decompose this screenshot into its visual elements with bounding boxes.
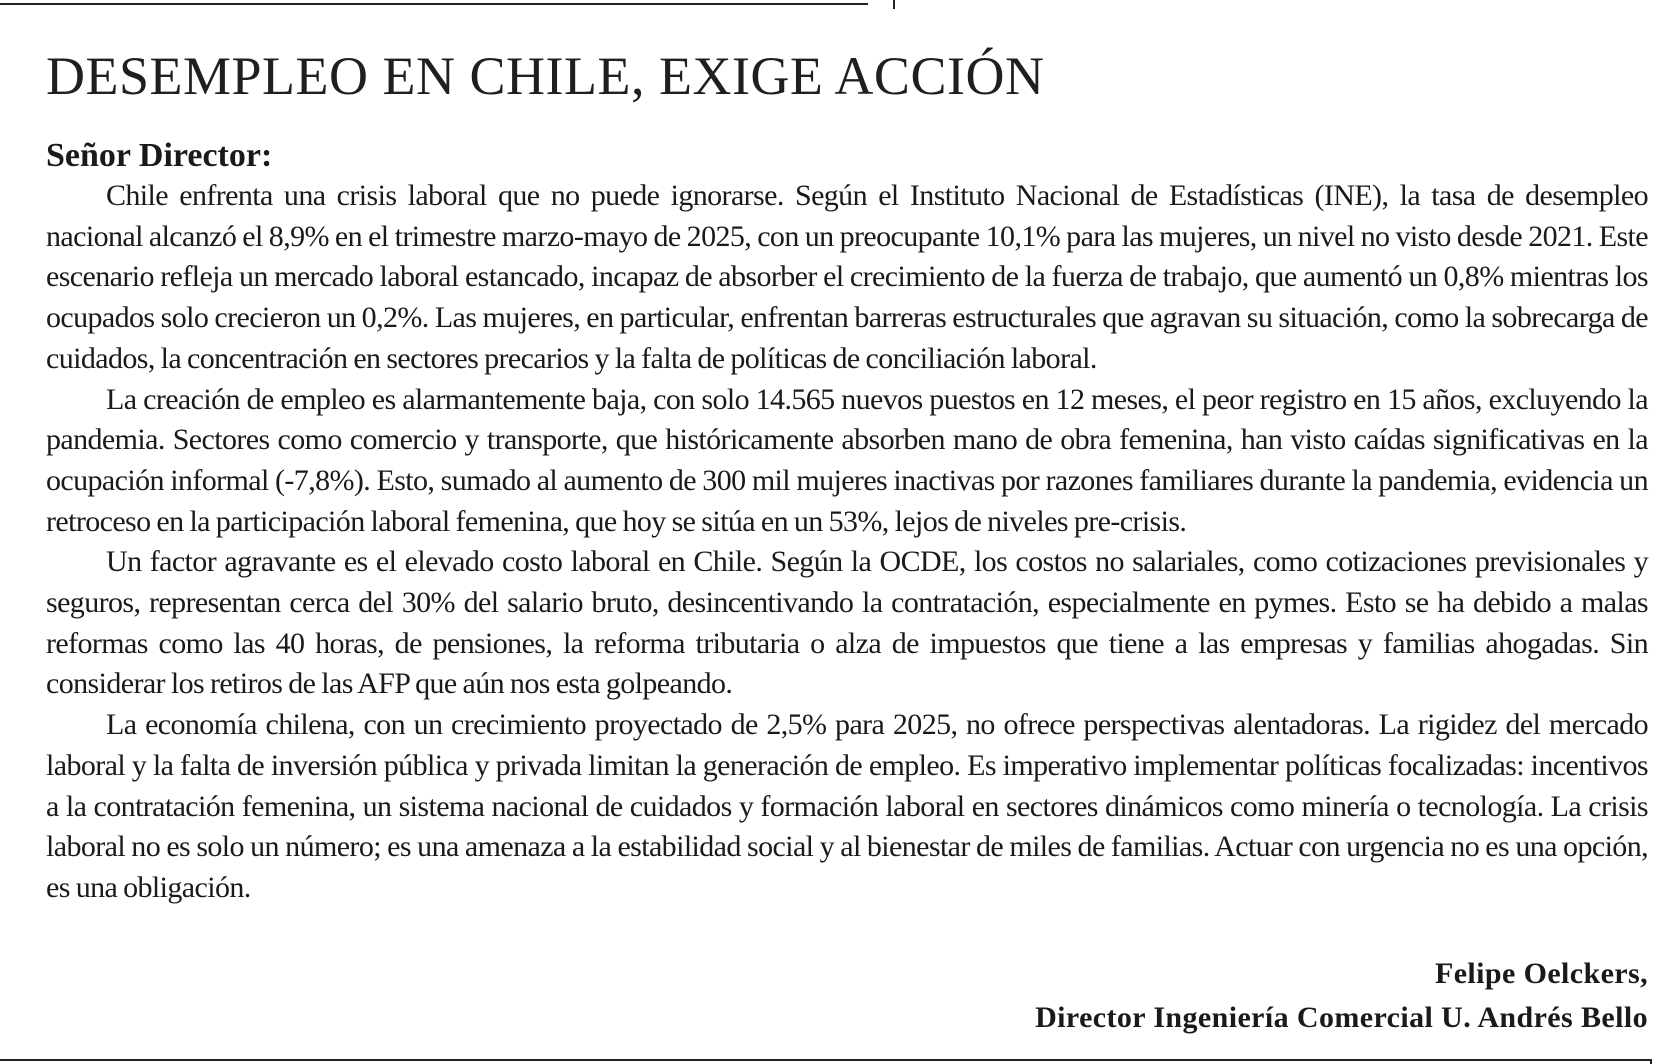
column-divider-tick — [893, 0, 895, 9]
paragraph-3: Un factor agravante es el elevado costo laboral en Chile. Según la OCDE, los costos no salariales, como cotizaciones previsionales y seguros, representan cerca del 30% del salario bruto, desincentivando la contratación, especialmente en pymes. Esto se ha debido a malas reformas como las 40 horas, de pensiones, la reforma tributaria o alza de impuestos que tiene a las empresas y familias ahogadas. Sin considerar los retiros de las AFP que aún nos esta golpeando. — [46, 545, 1648, 701]
signature-block — [1035, 952, 1648, 1040]
headline: DESEMPLEO EN CHILE, EXIGE ACCIÓN — [46, 46, 1045, 106]
letter-article — [46, 40, 1648, 909]
signature-title: Director Ingeniería Comercial U. Andrés Bello — [1035, 1001, 1648, 1034]
letter-body — [46, 176, 1648, 909]
corner-rule — [1650, 1059, 1652, 1064]
signature-name: Felipe Oelckers, — [1434, 957, 1648, 990]
paragraph-1: Chile enfrenta una crisis laboral que no puede ignorarse. Según el Instituto Nacional de Estadísticas (INE), la tasa de desempleo nacional alcanzó el 8,9% en el trimestre marzo-mayo de 2025, con un preocupante 10,1% para las mujeres, un nivel no visto desde 2021. Este escenario refleja un mercado laboral estancado, incapaz de absorber el crecimiento de la fuerza de trabajo, que aumentó un 0,8% mientras los ocupados solo crecieron un 0,2%. Las mujeres, en particular, enfrentan barreras estructurales que agravan su situación, como la sobrecarga de cuidados, la concentración en sectores precarios y la falta de políticas de conciliación laboral. — [46, 179, 1648, 375]
paragraph-2: La creación de empleo es alarmantemente baja, con solo 14.565 nuevos puestos en 12 meses, el peor registro en 15 años, excluyendo la pandemia. Sectores como comercio y transporte, que históricamente absorben mano de obra femenina, han visto caídas significativas en la ocupación informal (-7,8%). Esto, sumado al aumento de 300 mil mujeres inactivas por razones familiares durante la pandemia, evidencia un retroceso en la participación laboral femenina, que hoy se sitúa en un 53%, lejos de niveles pre-crisis. — [46, 382, 1648, 538]
bottom-rule — [0, 1059, 1652, 1061]
paragraph-4: La economía chilena, con un crecimiento proyectado de 2,5% para 2025, no ofrece perspectivas alentadoras. La rigidez del mercado laboral y la falta de inversión pública y privada limitan la generación de empleo. Es imperativo implementar políticas focalizadas: incentivos a la contratación femenina, un sistema nacional de cuidados y formación laboral en sectores dinámicos como minería o tecnología. La crisis laboral no es solo un número; es una amenaza a la estabilidad social y al bienestar de miles de familias. Actuar con urgencia no es una opción, es una obligación. — [46, 708, 1648, 904]
top-rule — [0, 3, 868, 5]
salutation: Señor Director: — [46, 137, 273, 174]
